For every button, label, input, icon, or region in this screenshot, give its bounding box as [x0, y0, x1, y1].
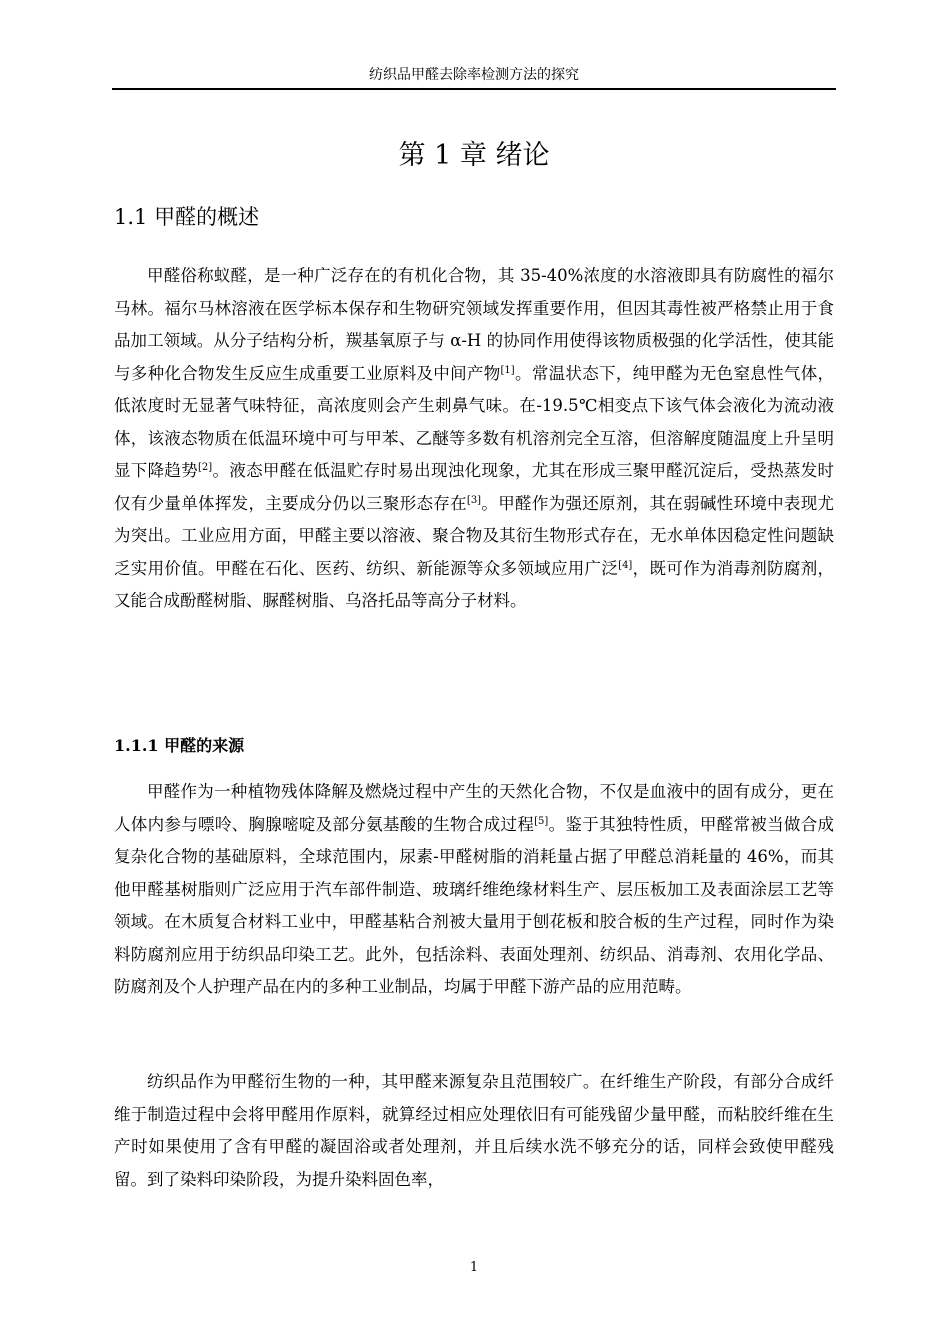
text-run: 。甲醛作为强还原剂，其在弱碱性环境中表现尤为突出。工业应用方面，甲醛主要以溶液、聚合物及其衍生物形式存在，无水单体因稳定性问题缺乏实用价值。甲醛在石化、医药、纺织、新能源等众多领域应用广泛 [114, 493, 835, 578]
paragraph-overview [114, 260, 834, 618]
text-run: 甲醛俗称蚁醛，是一种广泛存在的有机化合物，其 35-40%浓度的水溶液即具有防腐性的福尔马林。福尔马林溶液在医学标本保存和生物研究领域发挥重要作用，但因其毒性被严格禁止用于食品加工领域。从分子结构分析，羰基氧原子与 α-H 的协同作用使得该物质极强的化学活性，使其能与多种化合物发生反应生成重要工业原料及中间产物 [114, 266, 834, 383]
text-run: 甲醛作为一种植物残体降解及燃烧过程中产生的天然化合物，不仅是血液中的固有成分，更在人体内参与嘌呤、胸腺嘧啶及部分氨基酸的生物合成过程 [114, 782, 834, 834]
citation-2: [2] [198, 462, 213, 473]
text-run: 纺织品作为甲醛衍生物的一种，其甲醛来源复杂且范围较广。在纤维生产阶段，有部分合成纤维于制造过程中会将甲醛用作原料，就算经过相应处理依旧有可能残留少量甲醛，而粘胶纤维在生产时如果使用了含有甲醛的凝固浴或者处理剂，并且后续水洗不够充分的话，同样会致使甲醛残留。到了染料印染阶段，为提升染料固色率， [114, 1072, 834, 1189]
text-run: 。液态甲醛在低温贮存时易出现浊化现象，尤其在形成三聚甲醛沉淀后，受热蒸发时仅有少量单体挥发，主要成分仍以三聚形态存在 [114, 461, 835, 513]
subsection-title: 1.1.1 甲醛的来源 [114, 736, 245, 755]
citation-3: [3] [466, 494, 482, 506]
text-run: 。常温状态下，纯甲醛为无色窒息性气体，低浓度时无显著气味特征，高浓度则会产生刺鼻气味。在-19.5℃相变点下该气体会液化为流动液体，该液态物质在低温环境中可与甲苯、乙醚等多数有机溶剂完全互溶，但溶解度随温度上升呈明显下降趋势 [114, 363, 835, 480]
chapter-title: 第 1 章 绪论 [398, 140, 550, 171]
section-title: 1.1 甲醛的概述 [114, 205, 260, 229]
header-rule [112, 88, 836, 90]
text-run: 。鉴于其独特性质，甲醛常被当做合成复杂化合物的基础原料，全球范围内，尿素-甲醛树脂的消耗量占据了甲醛总消耗量的 46%，而其他甲醛基树脂则广泛应用于汽车部件制造、玻璃纤维绝缘材料生产、层压板加工及表面涂层工艺等领域。在木质复合材料工业中，甲醛基粘合剂被大量用于刨花板和胶合板的生产过程，同时作为染料防腐剂应用于纺织品印染工艺。此外，包括涂料、表面处理剂、纺织品、消毒剂、农用化学品、防腐剂及个人护理产品在内的多种工业制品，均属于甲醛下游产品的应用范畴。 [114, 814, 835, 996]
text-run: ，既可作为消毒剂防腐剂，又能合成酚醛树脂、脲醛树脂、乌洛托品等高分子材料。 [114, 558, 835, 610]
paragraph-sources [114, 776, 834, 1004]
running-header: 纺织品甲醛去除率检测方法的探究 [369, 67, 579, 83]
citation-4: [4] [618, 559, 633, 571]
citation-1: [1] [500, 364, 515, 376]
paragraph-textiles [114, 1066, 834, 1196]
citation-5: [5] [534, 815, 549, 827]
page-number: 1 [469, 1260, 479, 1275]
